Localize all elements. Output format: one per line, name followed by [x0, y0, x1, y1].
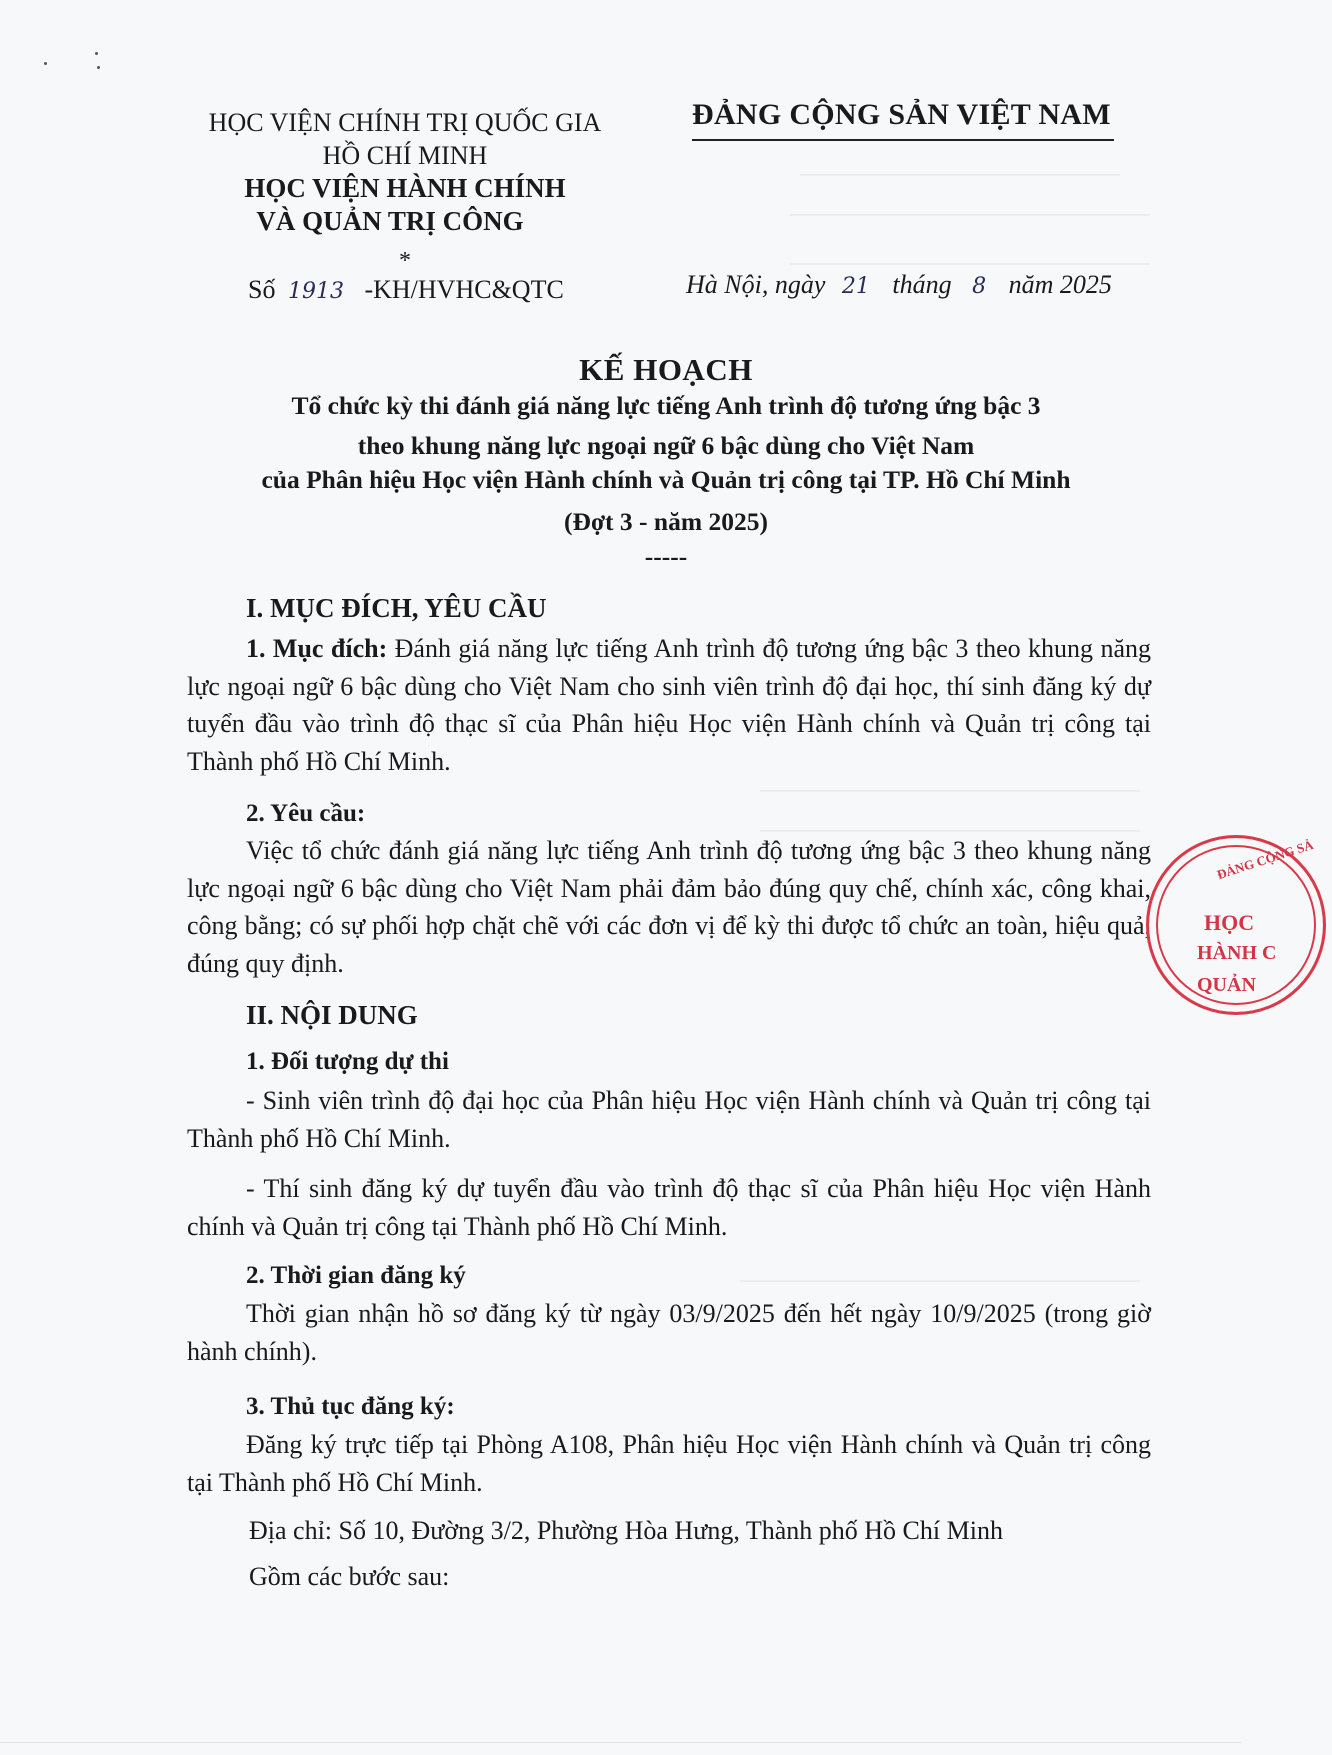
- party-underline: [692, 139, 1114, 141]
- requirement-paragraph: [187, 832, 1151, 982]
- doc-no-prefix: Số: [248, 275, 276, 304]
- org-parent-name: HỌC VIỆN CHÍNH TRỊ QUỐC GIA: [208, 108, 602, 137]
- target-item-2-text: - Thí sinh đăng ký dự tuyển đầu vào trình độ thạc sĩ của Phân hiệu Học viện Hành chính và Quản trị công tại Thành phố Hồ Chí Minh.: [187, 1174, 1151, 1241]
- scan-speck: [95, 52, 98, 55]
- purpose-paragraph: [187, 630, 1151, 780]
- scan-speck: [97, 66, 100, 69]
- document-title: KẾ HOẠCH: [579, 352, 753, 387]
- doc-no-suffix: -KH/HVHC&QTC: [364, 275, 564, 304]
- date-month: 8: [972, 274, 987, 299]
- official-seal-stamp: [1146, 835, 1326, 1015]
- date-month-label: tháng: [892, 270, 952, 299]
- seal-text-3: QUẢN: [1197, 974, 1256, 996]
- page-bottom-edge: [0, 1742, 1241, 1743]
- requirement-text: Việc tổ chức đánh giá năng lực tiếng Anh trình độ tương ứng bậc 3 theo khung năng lực ngoại ngữ 6 bậc dùng cho Việt Nam phải đảm bảo đúng quy chế, chính xác, công khai, công bằng; có sự phối hợp chặt chẽ với các đơn vị để kỳ thi được tổ chức an toàn, hiệu quả, đúng quy định.: [187, 836, 1151, 978]
- title-line-2: theo khung năng lực ngoại ngữ 6 bậc dùng cho Việt Nam: [357, 431, 975, 460]
- target-item-1-text: - Sinh viên trình độ đại học của Phân hiệu Học viện Hành chính và Quản trị công tại Thành phố Hồ Chí Minh.: [187, 1086, 1151, 1153]
- registration-time-text: Thời gian nhận hồ sơ đăng ký từ ngày 03/9/2025 đến hết ngày 10/9/2025 (trong giờ hành chính).: [187, 1299, 1151, 1366]
- doc-no-handwritten: 1913: [287, 279, 344, 304]
- title-divider: -----: [644, 542, 688, 571]
- date-prefix: Hà Nội, ngày: [686, 270, 826, 299]
- org-name: HỌC VIỆN HÀNH CHÍNH: [244, 173, 566, 203]
- section-1-heading: I. MỤC ĐÍCH, YÊU CẦU: [246, 593, 547, 623]
- seal-text-1: HỌC: [1204, 910, 1255, 935]
- org-name-2: VÀ QUẢN TRỊ CÔNG: [256, 206, 524, 236]
- scan-speck: [44, 62, 47, 65]
- section-2-heading: II. NỘI DUNG: [246, 1000, 418, 1030]
- date-year: năm 2025: [1008, 270, 1112, 299]
- target-item-2: [187, 1170, 1151, 1245]
- registration-time-paragraph: [187, 1295, 1151, 1370]
- purpose-label: 1. Mục đích:: [246, 634, 388, 663]
- requirement-label: 2. Yêu cầu:: [246, 800, 366, 827]
- title-line-4: (Đợt 3 - năm 2025): [564, 507, 768, 536]
- title-line-1: Tổ chức kỳ thi đánh giá năng lực tiếng Anh trình độ tương ứng bậc 3: [291, 391, 1041, 420]
- seal-text-2: HÀNH C: [1197, 942, 1277, 964]
- org-parent-name-2: HỒ CHÍ MINH: [322, 141, 488, 170]
- subsection-registration-procedure: 3. Thủ tục đăng ký:: [246, 1393, 455, 1420]
- steps-intro: Gồm các bước sau:: [249, 1562, 450, 1591]
- subsection-registration-time: 2. Thời gian đăng ký: [246, 1262, 466, 1289]
- date-day: 21: [841, 274, 870, 299]
- document-number: [248, 275, 564, 305]
- subsection-target: 1. Đối tượng dự thi: [246, 1048, 449, 1075]
- address-line: Địa chỉ: Số 10, Đường 3/2, Phường Hòa Hưng, Thành phố Hồ Chí Minh: [249, 1516, 1003, 1545]
- seal-ring-text: ĐẢNG CỘNG SẢ: [1214, 836, 1316, 883]
- purpose-text: Đánh giá năng lực tiếng Anh trình độ tương ứng bậc 3 theo khung năng lực ngoại ngữ 6 bậc dùng cho Việt Nam cho sinh viên trình độ đại học, thí sinh đăng ký dự tuyển đầu vào trình độ thạc sĩ của Phân hiệu Học viện Hành chính và Quản trị công tại Thành phố Hồ Chí Minh.: [187, 634, 1151, 776]
- registration-procedure-text: Đăng ký trực tiếp tại Phòng A108, Phân hiệu Học viện Hành chính và Quản trị công tại Thành phố Hồ Chí Minh.: [187, 1430, 1151, 1497]
- party-name: ĐẢNG CỘNG SẢN VIỆT NAM: [692, 98, 1111, 131]
- document-date: [686, 270, 1112, 300]
- title-line-3: của Phân hiệu Học viện Hành chính và Quản trị công tại TP. Hồ Chí Minh: [261, 465, 1071, 494]
- org-star: *: [399, 248, 411, 274]
- registration-procedure-paragraph: [187, 1426, 1151, 1501]
- target-item-1: [187, 1082, 1151, 1157]
